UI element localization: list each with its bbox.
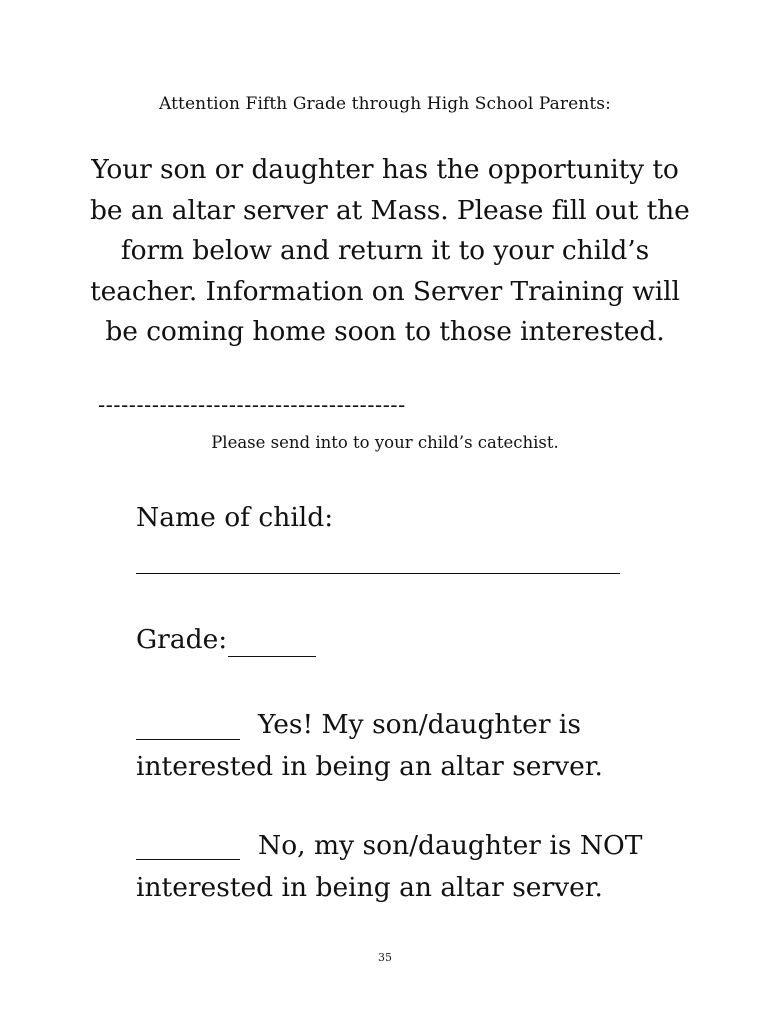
intro-line: Your son or daughter has the opportunity to [91,154,679,185]
yes-option-line: Yes! My son/daughter is [258,709,581,740]
grade-row [136,624,227,655]
intro-paragraph [90,150,690,353]
child-name-blank[interactable] [136,573,620,574]
grade-blank[interactable] [228,656,316,657]
intro-line: be coming home soon to those interested. [105,316,665,347]
intro-line: be an altar server at Mass. Please fill out the [90,194,690,226]
intro-line: form below and return it to your child’s [120,235,650,266]
page-number: 35 [378,951,392,964]
tear-off-dashed-line: ---------------------------------------- [98,395,406,415]
child-name-label: Name of child: [136,502,334,533]
grade-label: Grade: [136,624,228,655]
yes-option [136,704,696,788]
no-option-line: interested in being an altar server. [136,872,603,903]
page-heading: Attention Fifth Grade through High School Parents: [159,94,611,114]
yes-option-line: interested in being an altar server. [136,751,603,782]
intro-line: teacher. Information on Server Training will [90,275,680,307]
no-option-line: No, my son/daughter is NOT [258,830,643,861]
return-instruction: Please send into to your child’s catechist. [211,433,559,452]
no-option [136,825,696,909]
